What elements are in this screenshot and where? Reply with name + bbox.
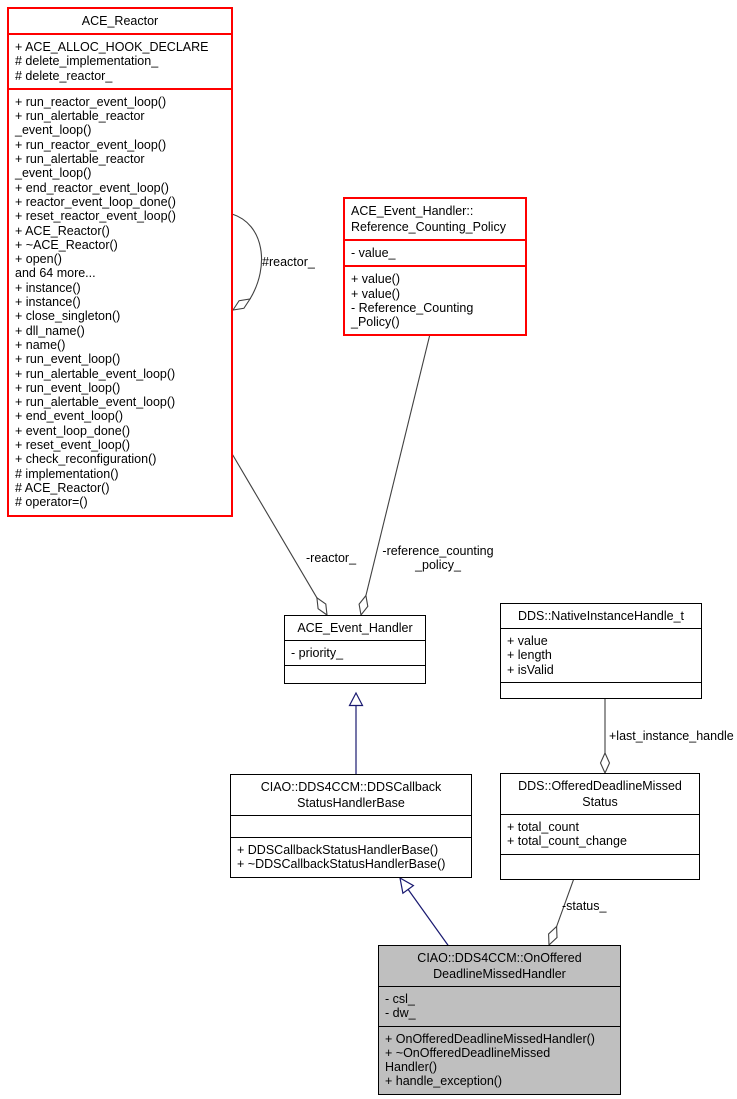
method-line: + reset_reactor_event_loop()	[15, 209, 176, 224]
method-line: + OnOfferedDeadlineMissedHandler()	[385, 1031, 595, 1046]
class-title-line: CIAO::DDS4CCM::OnOffered	[417, 951, 582, 965]
method-line: + run_reactor_event_loop()	[15, 94, 167, 109]
method-line: + run_alertable_reactor	[15, 152, 145, 167]
method-line: - Reference_Counting	[351, 300, 474, 315]
class-attributes	[501, 628, 701, 682]
aggregation-edge-reactor	[231, 452, 327, 615]
method-line: # implementation()	[15, 466, 119, 481]
attribute-line: - dw_	[385, 1006, 416, 1021]
method-line: # operator=()	[15, 495, 88, 510]
class-node-dds-callback-status-handler-base[interactable]	[230, 774, 472, 878]
edge-label-status: -status_	[562, 899, 607, 913]
method-line: Handler()	[385, 1060, 438, 1075]
class-attributes	[379, 986, 620, 1026]
class-title-line: Status	[582, 795, 618, 809]
class-node-native-instance-handle[interactable]	[500, 603, 702, 699]
edge-label-line: _policy_	[415, 558, 461, 573]
attribute-line: # delete_implementation_	[15, 54, 159, 69]
edge-line	[231, 452, 317, 598]
edge-label-reactor-self: #reactor_	[262, 255, 315, 269]
class-attributes	[285, 640, 425, 665]
method-line: + instance()	[15, 280, 81, 295]
method-line: _event_loop()	[15, 166, 92, 181]
attribute-line: + isValid	[507, 662, 554, 677]
inheritance-edge-callback-base	[350, 693, 363, 778]
method-line: + instance()	[15, 295, 81, 310]
edge-label-last-instance-handle: +last_instance_handle	[609, 729, 734, 743]
class-title	[501, 774, 699, 814]
method-line: + close_singleton()	[15, 309, 121, 324]
class-title	[345, 199, 525, 239]
attribute-line: + length	[507, 648, 552, 663]
method-line: + run_alertable_event_loop()	[15, 395, 176, 410]
method-line: _Policy()	[351, 315, 400, 330]
class-title-line: DeadlineMissedHandler	[433, 967, 566, 981]
method-line: + end_reactor_event_loop()	[15, 180, 169, 195]
method-line: + handle_exception()	[385, 1074, 503, 1089]
class-methods	[285, 665, 425, 683]
method-line: _event_loop()	[15, 123, 92, 138]
class-node-ace-event-handler[interactable]	[284, 615, 426, 684]
method-line: + run_event_loop()	[15, 380, 121, 395]
method-line: + DDSCallbackStatusHandlerBase()	[237, 843, 439, 857]
class-node-on-offered-deadline-missed-handler[interactable]	[378, 945, 621, 1095]
method-line: + reset_event_loop()	[15, 438, 131, 453]
method-line: # ACE_Reactor()	[15, 480, 110, 495]
class-methods	[379, 1026, 620, 1094]
edge-label-reference-counting-policy	[377, 544, 499, 573]
open-diamond-icon	[317, 598, 327, 615]
class-title	[379, 946, 620, 986]
class-title-line: ACE_Event_Handler	[297, 621, 413, 635]
method-line: + name()	[15, 337, 66, 352]
attribute-line: # delete_reactor_	[15, 68, 113, 83]
class-title-line: DDS::NativeInstanceHandle_t	[517, 609, 685, 623]
attribute-line: + ACE_ALLOC_HOOK_DECLARE	[15, 40, 209, 54]
inheritance-arrow-icon	[350, 693, 363, 706]
attribute-line: - value_	[351, 246, 396, 260]
method-line: + ~ACE_Reactor()	[15, 237, 118, 252]
method-line: + run_event_loop()	[15, 352, 121, 367]
class-title	[501, 604, 701, 628]
open-diamond-icon	[233, 299, 250, 310]
edge-label-reactor: -reactor_	[306, 551, 357, 565]
class-title	[9, 9, 231, 33]
attribute-line: - priority_	[291, 646, 344, 660]
class-node-ace-reactor[interactable]	[7, 7, 233, 517]
method-line: + dll_name()	[15, 323, 85, 338]
method-line: and 64 more...	[15, 266, 96, 281]
class-title-line: ACE_Reactor	[81, 14, 159, 28]
class-methods	[231, 837, 471, 877]
method-line: + run_alertable_reactor	[15, 109, 145, 124]
class-title-line: CIAO::DDS4CCM::DDSCallback	[260, 780, 442, 794]
attribute-line: + total_count_change	[507, 834, 627, 849]
method-line: + ~DDSCallbackStatusHandlerBase()	[237, 857, 446, 872]
open-diamond-icon	[359, 596, 368, 615]
edge-line	[232, 214, 262, 299]
class-title	[285, 616, 425, 640]
class-title-line: DDS::OfferedDeadlineMissed	[518, 779, 682, 793]
method-line: + ~OnOfferedDeadlineMissed	[385, 1045, 551, 1060]
class-attributes	[501, 814, 699, 854]
method-line: + reactor_event_loop_done()	[15, 194, 176, 209]
class-title	[231, 775, 471, 815]
class-node-reference-counting-policy[interactable]	[343, 197, 527, 336]
method-line: + end_event_loop()	[15, 409, 124, 424]
class-methods	[345, 265, 525, 334]
method-line: + value()	[351, 272, 400, 287]
class-attributes	[345, 239, 525, 265]
method-line: + open()	[15, 252, 62, 267]
method-line: + value()	[351, 286, 400, 301]
edge-label-line: -reference_counting	[382, 544, 494, 558]
class-attributes	[9, 33, 231, 88]
class-attributes	[231, 815, 471, 837]
attribute-line: - csl_	[385, 992, 415, 1006]
class-methods	[501, 854, 699, 879]
attribute-line: + value	[507, 634, 548, 648]
class-title-line: Reference_Counting_Policy	[351, 220, 506, 234]
edge-line	[408, 889, 450, 948]
method-line: + ACE_Reactor()	[15, 223, 110, 238]
method-line: + run_alertable_event_loop()	[15, 366, 176, 381]
method-line: + run_reactor_event_loop()	[15, 137, 167, 152]
method-line: + event_loop_done()	[15, 423, 131, 438]
class-title-line: ACE_Event_Handler::	[351, 204, 474, 218]
class-title-line: StatusHandlerBase	[297, 796, 405, 810]
method-line: + check_reconfiguration()	[15, 452, 157, 467]
class-methods	[501, 682, 701, 698]
inheritance-arrow-icon	[400, 878, 413, 893]
class-methods	[9, 88, 231, 515]
aggregation-edge-reactor-self	[232, 214, 262, 310]
class-node-offered-deadline-missed-status[interactable]	[500, 773, 700, 880]
open-diamond-icon	[601, 753, 610, 773]
inheritance-edge-handler	[400, 878, 450, 948]
open-diamond-icon	[549, 927, 557, 946]
attribute-line: + total_count	[507, 820, 579, 834]
